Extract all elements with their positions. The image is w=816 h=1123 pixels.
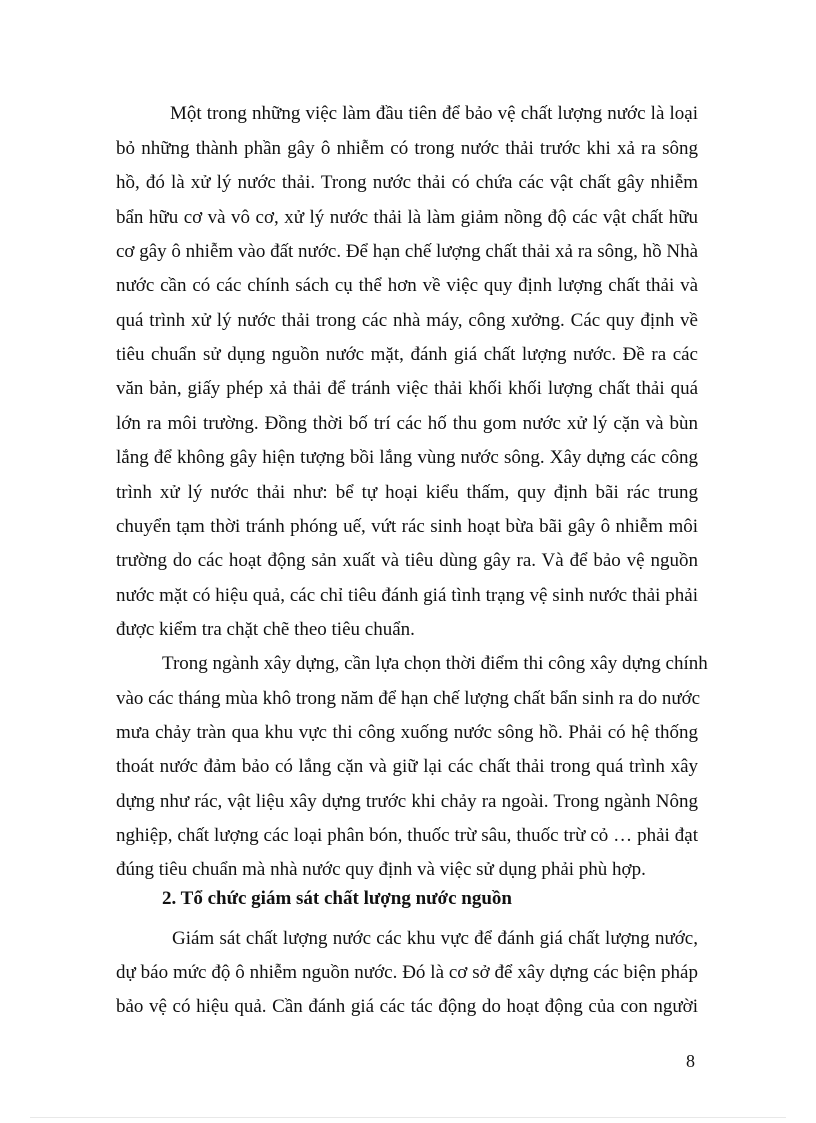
text-line: bẩn hữu cơ và vô cơ, xử lý nước thải là làm giảm nồng độ các vật chất hữu: [116, 207, 698, 228]
text-line: chuyển tạm thời tránh phóng uế, vứt rác sinh hoạt bừa bãi gây ô nhiễm môi: [116, 516, 698, 537]
text-line: bỏ những thành phần gây ô nhiễm có trong nước thải trước khi xả ra sông: [116, 138, 698, 159]
text-line: bảo vệ có hiệu quả. Cần đánh giá các tác động do hoạt động của con người: [116, 996, 698, 1017]
text-line: vào các tháng mùa khô trong năm để hạn chế lượng chất bẩn sinh ra do nước: [116, 688, 701, 709]
text-line: dựng như rác, vật liệu xây dựng trước khi chảy ra ngoài. Trong ngành Nông: [116, 791, 698, 812]
text-line: tiêu chuẩn sử dụng nguồn nước mặt, đánh giá chất lượng nước. Đề ra các: [116, 344, 698, 365]
text-line: cơ gây ô nhiễm vào đất nước. Để hạn chế lượng chất thải xả ra sông, hồ Nhà: [116, 241, 699, 262]
text-line: nước cần có các chính sách cụ thể hơn về việc quy định lượng chất thải và: [116, 275, 698, 296]
text-line: mưa chảy tràn qua khu vực thi công xuống nước sông hồ. Phải có hệ thống: [116, 722, 698, 743]
text-line: nghiệp, chất lượng các loại phân bón, thuốc trừ sâu, thuốc trừ cỏ … phải đạt: [116, 825, 698, 846]
text-line: được kiểm tra chặt chẽ theo tiêu chuẩn.: [116, 619, 415, 640]
text-line: hồ, đó là xử lý nước thải. Trong nước thải có chứa các vật chất gây nhiễm: [116, 172, 698, 193]
text-line: văn bản, giấy phép xả thải để tránh việc thải khối khối lượng chất thải quá: [116, 378, 698, 399]
text-line: đúng tiêu chuẩn mà nhà nước quy định và việc sử dụng phải phù hợp.: [116, 859, 646, 880]
text-line: thoát nước đảm bảo có lắng cặn và giữ lại các chất thải trong quá trình xây: [116, 756, 698, 777]
text-line: trình xử lý nước thải như: bể tự hoại kiểu thấm, quy định bãi rác trung: [116, 482, 698, 503]
text-line: dự báo mức độ ô nhiễm nguồn nước. Đó là cơ sở để xây dựng các biện pháp: [116, 962, 698, 983]
text-line: Một trong những việc làm đầu tiên để bảo vệ chất lượng nước là loại: [170, 103, 698, 124]
text-line: Giám sát chất lượng nước các khu vực để đánh giá chất lượng nước,: [172, 928, 698, 949]
text-line: Trong ngành xây dựng, cần lựa chọn thời điểm thi công xây dựng chính: [162, 653, 708, 674]
page-edge-divider: [30, 1117, 786, 1118]
text-line: trường do các hoạt động sản xuất và tiêu dùng gây ra. Và để bảo vệ nguồn: [116, 550, 698, 571]
text-line: lớn ra môi trường. Đồng thời bố trí các hố thu gom nước xử lý cặn và bùn: [116, 413, 698, 434]
section-heading: 2. Tổ chức giám sát chất lượng nước nguồn: [162, 888, 512, 909]
text-line: quá trình xử lý nước thải trong các nhà máy, công xưởng. Các quy định về: [116, 310, 698, 331]
text-line: lắng để không gây hiện tượng bồi lắng vùng nước sông. Xây dựng các công: [116, 447, 698, 468]
page-number: 8: [686, 1051, 695, 1071]
text-line: nước mặt có hiệu quả, các chỉ tiêu đánh giá tình trạng vệ sinh nước thải phải: [116, 585, 698, 606]
